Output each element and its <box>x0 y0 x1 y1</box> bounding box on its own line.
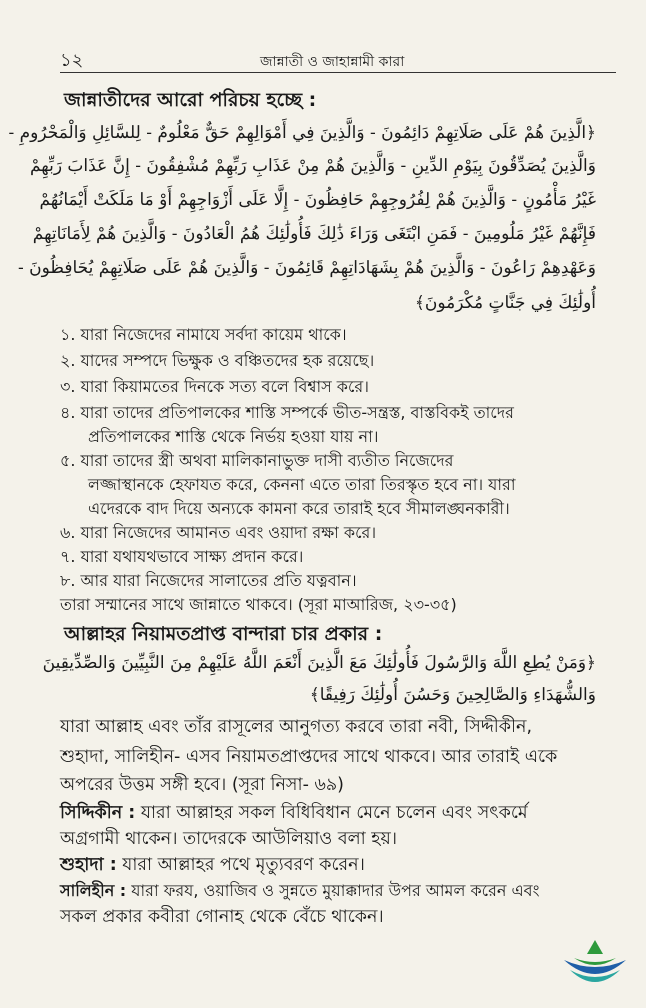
arabic-verse-line: ﴿الَّذِينَ هُمْ عَلَى صَلَاتِهِمْ دَائِمُونَ - وَالَّذِينَ فِي أَمْوَالِهِمْ حَقٌّ مَعْلُومٌ - لِلسَّائِلِ وَالْمَحْرُومِ - <box>8 123 596 143</box>
arabic-verse-line: وَالَّذِينَ يُصَدِّقُونَ بِيَوْمِ الدِّينِ - وَالَّذِينَ هُمْ مِنْ عَذَابِ رَبِّهِمْ مُشْفِقُونَ - إِنَّ عَذَابَ رَبِّهِمْ <box>29 156 596 176</box>
body-line: শুহাদা, সালিহীন- এসব নিয়ামতপ্রাপ্তদের সাথে থাকবে। আর তারাই একে <box>60 747 558 767</box>
list-item: ২. যাদের সম্পদে ভিক্ষুক ও বঞ্চিতদের হক রয়েছে। <box>60 351 375 370</box>
running-title: জান্নাতী ও জাহান্নামী কারা <box>260 54 405 70</box>
definition-siddiqin <box>60 800 606 829</box>
list-item-continuation: এদেরকে বাদ দিয়ে অন্যকে কামনা করে তারাই হবে সীমালঙ্ঘনকারী। <box>88 499 510 518</box>
definition-shuhada <box>60 852 606 881</box>
definition-text: যারা ফরয, ওয়াজিব ও সুন্নতে মুয়াক্কাদার উপর আমল করেন এবং <box>126 881 540 900</box>
logo-wave-green <box>574 958 616 965</box>
body-line: যারা আল্লাহ এবং তাঁর রাসূলের আনুগত্য করবে তারা নবী, সিদ্দীকীন, <box>60 717 533 737</box>
arabic-verse-line: فَإِنَّهُمْ غَيْرُ مَلُومِينَ - فَمَنِ ابْتَغَى وَرَاءَ ذَٰلِكَ فَأُولَٰئِكَ هُمُ الْعَادُونَ - وَالَّذِينَ هُمْ لِأَمَانَاتِهِمْ <box>32 224 596 244</box>
section-heading-2: আল্লাহর নিয়ামতপ্রাপ্ত বান্দারা চার প্রকার : <box>64 623 383 645</box>
list-item: ৪. যারা তাদের প্রতিপালকের শাস্তি সম্পর্কে ভীত-সন্ত্রস্ত, বাস্তবিকই তাদের <box>60 403 514 422</box>
definition-term: শুহাদা : <box>60 855 117 875</box>
page-header <box>60 44 616 73</box>
list-item: ৫. যারা তাদের স্ত্রী অথবা মালিকানাভুক্ত দাসী ব্যতীত নিজেদের <box>60 451 454 470</box>
page-number: ১২ <box>60 50 84 71</box>
section-heading-1: জান্নাতীদের আরো পরিচয় হচ্ছে : <box>64 89 317 111</box>
publisher-logo <box>560 938 630 993</box>
definition-text: যারা আল্লাহর সকল বিধিবিধান মেনে চলেন এবং সৎকর্মে <box>135 803 528 823</box>
definition-continuation: অগ্রগামী থাকেন। তাদেরকে আউলিয়াও বলা হয়। <box>60 829 398 849</box>
arabic-verse-line: وَعَهْدِهِمْ رَاعُونَ - وَالَّذِينَ هُمْ بِشَهَادَاتِهِمْ قَائِمُونَ - وَالَّذِينَ هُمْ عَلَى صَلَاتِهِمْ يُحَافِظُونَ - <box>17 258 596 278</box>
definition-term: সিদ্দিকীন : <box>60 803 136 823</box>
closing-line: তারা সম্মানের সাথে জান্নাতে থাকবে। (সূরা মাআরিজ, ২৩-৩৫) <box>60 595 457 614</box>
arabic-verse-line: وَالشُّهَدَاءِ وَالصَّالِحِينَ وَحَسُنَ أُولَٰئِكَ رَفِيقًا﴾ <box>309 685 596 705</box>
definition-text: যারা আল্লাহর পথে মৃত্যুবরণ করেন। <box>116 855 365 875</box>
list-item-continuation: প্রতিপালকের শাস্তি থেকে নির্ভয় হওয়া যায় না। <box>88 427 379 446</box>
list-item: ৭. যারা যথাযথভাবে সাক্ষ্য প্রদান করে। <box>60 547 304 566</box>
arabic-verse-line: أُولَٰئِكَ فِي جَنَّاتٍ مُكْرَمُونَ﴾ <box>414 293 596 313</box>
list-item: ৮. আর যারা নিজেদের সালাতের প্রতি যত্নবান। <box>60 571 357 590</box>
list-item: ৬. যারা নিজেদের আমানত এবং ওয়াদা রক্ষা করে। <box>60 523 377 542</box>
list-item: ১. যারা নিজেদের নামাযে সর্বদা কায়েম থাকে। <box>60 325 347 344</box>
definition-term: সালিহীন : <box>60 881 127 900</box>
list-item-continuation: লজ্জাস্থানকে হেফাযত করে, কেননা এতে তারা তিরস্কৃত হবে না। যারা <box>88 475 516 494</box>
logo-triangle <box>587 940 603 954</box>
definition-salihin <box>60 878 606 905</box>
body-line: অপরের উত্তম সঙ্গী হবে। (সূরা নিসা- ৬৯) <box>60 775 345 795</box>
arabic-verse-line: ﴿وَمَنْ يُطِعِ اللَّهَ وَالرَّسُولَ فَأُولَٰئِكَ مَعَ الَّذِينَ أَنْعَمَ اللَّهُ عَلَيْهِمْ مِنَ النَّبِيِّينَ وَالصِّدِّيقِينَ <box>42 653 596 673</box>
list-item: ৩. যারা কিয়ামতের দিনকে সত্য বলে বিশ্বাস করে। <box>60 377 369 396</box>
arabic-verse-line: غَيْرُ مَأْمُونٍ - وَالَّذِينَ هُمْ لِفُرُوجِهِمْ حَافِظُونَ - إِلَّا عَلَى أَزْوَاجِهِمْ أَوْ مَا مَلَكَتْ أَيْمَانُهُمْ <box>39 190 596 210</box>
definition-continuation: সকল প্রকার কবীরা গোনাহ থেকে বেঁচে থাকেন। <box>60 907 384 927</box>
